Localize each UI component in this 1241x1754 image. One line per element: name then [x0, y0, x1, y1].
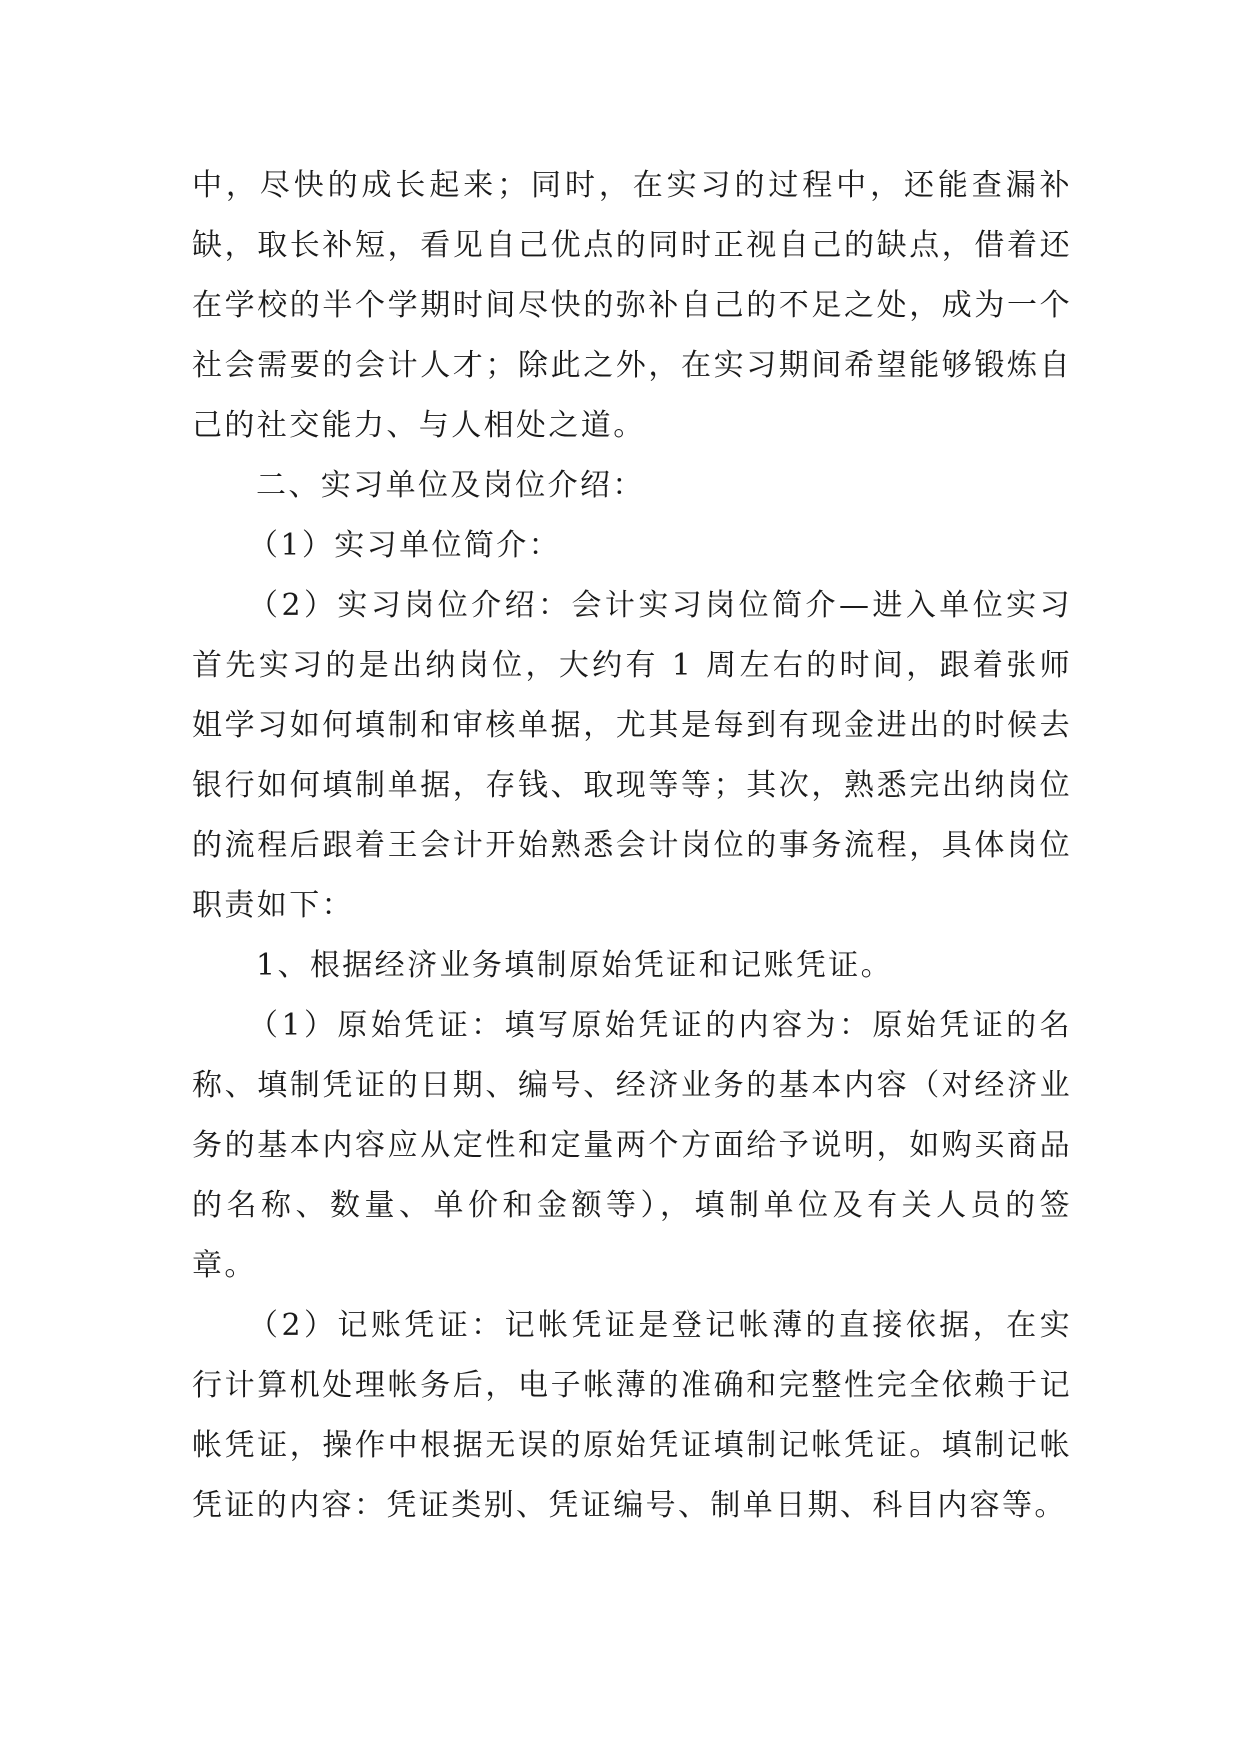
subheading-unit-intro: （1）实习单位简介： [248, 528, 562, 563]
paragraph-internship-goals: 中，尽快的成长起来；同时，在实习的过程中，还能查漏补缺，取长补短，看见自己优点的同时正视自己的缺点，借着还在学校的半个学期时间尽快的弥补自己的不足之处，成为一个社会需要的会计人才；除此之外，在实习期间希望能够锻炼自己的社交能力、与人相处之道。 [192, 168, 1072, 443]
heading-section-two: 二、实习单位及岗位介绍： [256, 468, 645, 503]
list-item-duty-one: 1、根据经济业务填制原始凭证和记账凭证。 [256, 948, 894, 983]
paragraph-accounting-voucher: （2）记账凭证：记帐凭证是登记帐薄的直接依据，在实行计算机处理帐务后，电子帐薄的准确和完整性完全依赖于记帐凭证，操作中根据无误的原始凭证填制记帐凭证。填制记帐凭证的内容：凭证类别、凭证编号、制单日期、科目内容等。 [192, 1308, 1072, 1523]
paragraph-position-intro: （2）实习岗位介绍：会计实习岗位简介—进入单位实习首先实习的是出纳岗位，大约有 1 周左右的时间，跟着张师姐学习如何填制和审核单据，尤其是每到有现金进出的时候去银行如何填制单据，存钱、取现等等；其次，熟悉完出纳岗位的流程后跟着王会计开始熟悉会计岗位的事务流程，具体岗位职责如下： [192, 588, 1072, 923]
paragraph-original-voucher: （1）原始凭证：填写原始凭证的内容为：原始凭证的名称、填制凭证的日期、编号、经济业务的基本内容（对经济业务的基本内容应从定性和定量两个方面给予说明，如购买商品的名称、数量、单价和金额等），填制单位及有关人员的签章。 [192, 1008, 1072, 1283]
document-body [192, 156, 1072, 1536]
